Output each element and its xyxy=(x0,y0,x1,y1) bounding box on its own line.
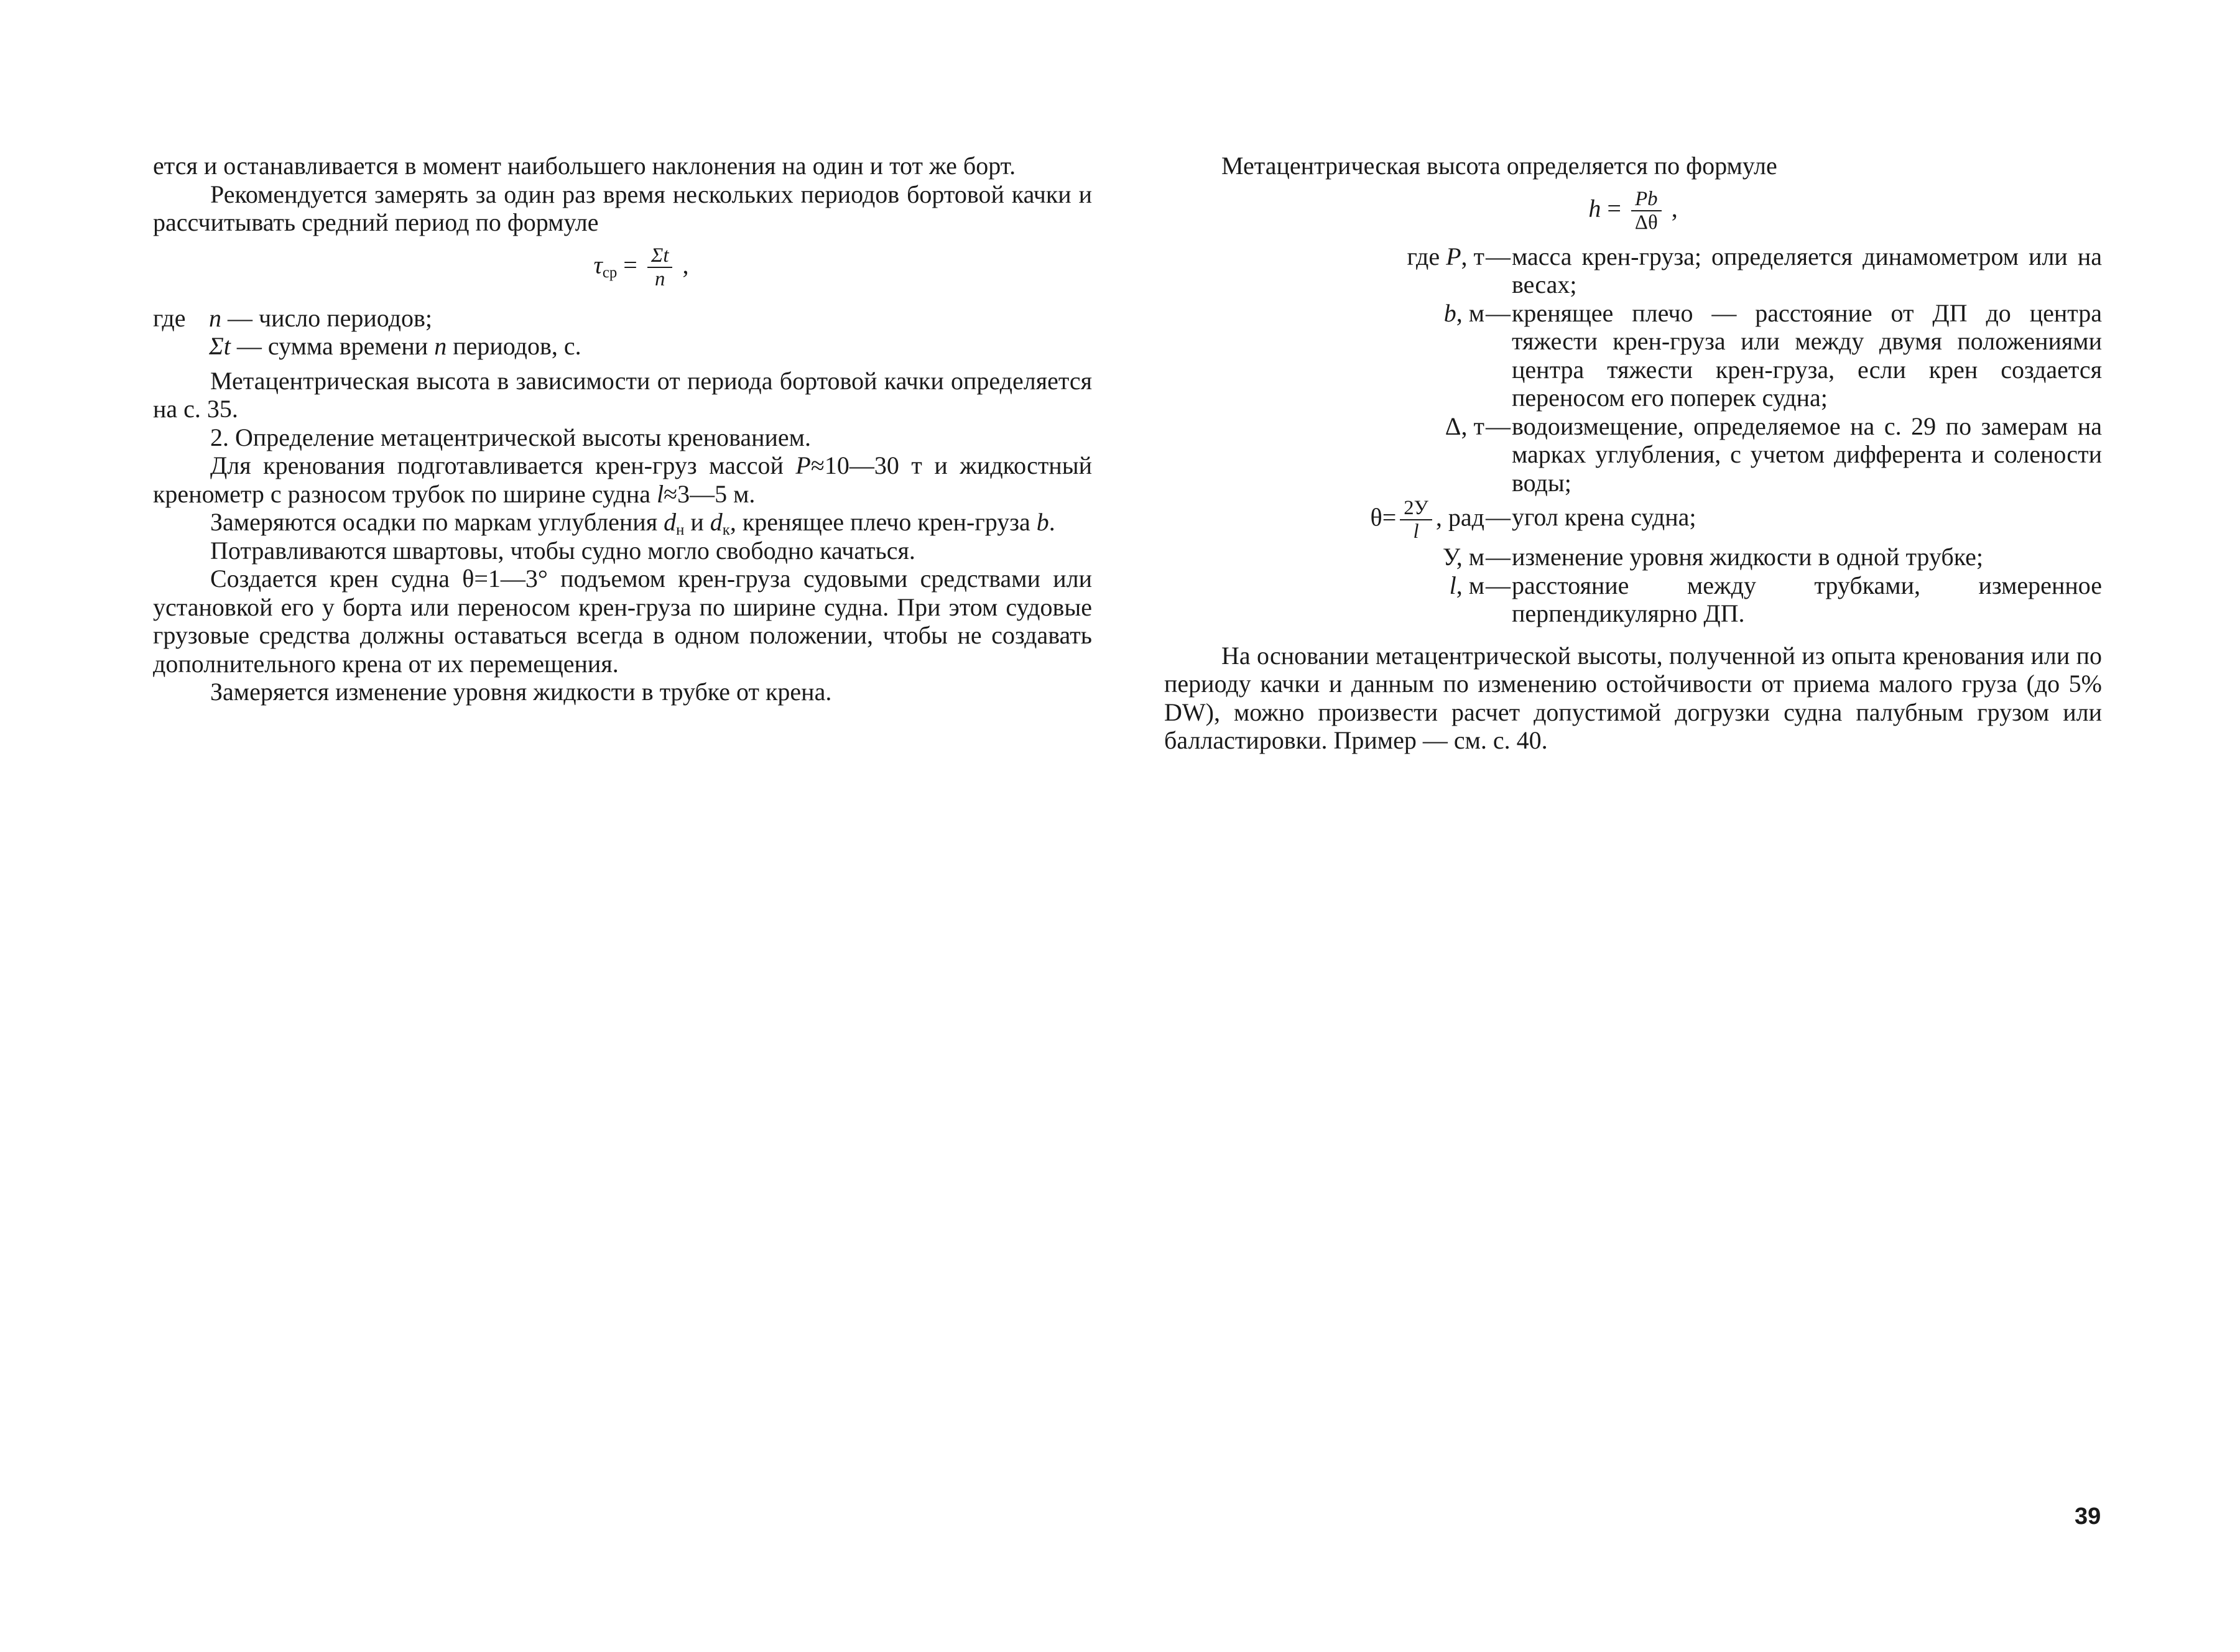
paragraph-recommendation: Рекомендуется замерять за один раз время нескольких периодов бортовой качки и рассчитывать средний период по формуле xyxy=(153,180,1092,236)
formula-h-symbol: h xyxy=(1588,193,1601,222)
definition-var: P xyxy=(1446,242,1461,270)
measure-text-a: Замеряются осадки по маркам углубления xyxy=(210,508,664,537)
prep-text-c: ≈3—5 м. xyxy=(664,479,756,508)
definition-symbol xyxy=(1164,497,1484,543)
definition-dash: — xyxy=(1486,242,1511,270)
paragraph-measure xyxy=(153,508,1092,537)
definition-unit: , т xyxy=(1461,412,1484,440)
formula-h-denominator: Δθ xyxy=(1634,211,1658,234)
where-sum-text: — сумма времени xyxy=(230,332,435,361)
definition-theta-fraction xyxy=(1400,497,1432,543)
definition-prefix: где xyxy=(1407,242,1446,270)
left-column xyxy=(153,152,1092,706)
formula-tau-numerator: Σt xyxy=(647,244,673,268)
definition-dash: — xyxy=(1486,412,1511,440)
formula-h-fraction xyxy=(1631,188,1662,234)
formula-tau-fraction xyxy=(647,244,673,290)
measure-text-b: , кренящее плечо крен-груза xyxy=(729,508,1037,537)
paragraph-level: Замеряется изменение уровня жидкости в трубке от крена. xyxy=(210,678,832,706)
definition-text: изменение уровня жидкости в одной трубке; xyxy=(1512,543,1984,571)
definition-theta-equals: = xyxy=(1382,503,1397,532)
definition-unit: , т xyxy=(1461,242,1484,270)
where-sum-end: периодов, с. xyxy=(447,332,581,361)
paragraph-heel: Создается крен судна θ=1—3° подъемом крен-груза судовыми средствами или установкой его у борта или переносом крен-груза по ширине судна. При этом судовые грузовые средства должны оставаться всегда в одном положении, чтобы не создавать дополнительного крена от их перемещения. xyxy=(153,565,1092,678)
definition-row xyxy=(1164,571,2102,628)
definition-var: θ xyxy=(1370,503,1382,532)
definition-symbol xyxy=(1164,412,1484,441)
where-label: где xyxy=(153,303,186,332)
formula-h-tail: , xyxy=(1665,193,1678,222)
definition-theta-numerator: 2У xyxy=(1400,497,1432,520)
definition-unit: , м xyxy=(1456,298,1484,327)
paragraph-preparation xyxy=(153,451,1092,508)
prep-symbol-P: P xyxy=(795,451,811,480)
measure-symbol-d2: d xyxy=(710,508,723,537)
definition-unit: , рад xyxy=(1435,503,1484,532)
definition-unit: , м xyxy=(1456,571,1484,599)
where-row-sum xyxy=(153,332,1092,361)
definition-row xyxy=(1164,412,2102,497)
formula-tau-symbol: τ xyxy=(593,250,603,279)
definition-text: расстояние между трубками, измеренное перпендикулярно ДП. xyxy=(1512,571,2102,628)
formula-h-equals: = xyxy=(1601,193,1627,222)
formula-tau-equals: = xyxy=(617,250,644,279)
measure-sub-n: н xyxy=(676,522,685,539)
definition-symbol xyxy=(1164,571,1484,600)
where-block xyxy=(153,304,1092,361)
where-n-symbol: n xyxy=(209,303,221,332)
measure-symbol-b: b xyxy=(1036,508,1049,537)
definition-unit: , м xyxy=(1456,543,1484,571)
definition-text: угол крена судна; xyxy=(1512,503,1696,532)
formula-average-period xyxy=(153,244,1092,290)
paragraph-mooring: Потравливаются швартовы, чтобы судно могло свободно качаться. xyxy=(210,536,915,565)
measure-end: . xyxy=(1048,508,1055,537)
paragraph-section-2: 2. Определение метацентрической высоты кренованием. xyxy=(210,423,811,451)
paragraph-continuation: ется и останавливается в момент наибольшего наклонения на один и тот же борт. xyxy=(153,152,1016,180)
prep-text-a: Для кренования подготавливается крен-груз массой xyxy=(210,451,796,480)
formula-h-numerator: Pb xyxy=(1631,188,1662,211)
formula-tau-subscript: ср xyxy=(602,264,618,281)
where-n-desc xyxy=(209,304,1092,333)
formula-metacentric-height xyxy=(1164,188,2102,234)
measure-sub-k: к xyxy=(722,522,730,539)
prep-symbol-l: l xyxy=(656,479,664,508)
definition-text: кренящее плечо — расстояние от ДП до центра тяжести крен-груза или между двумя положениями центра тяжести крен-груза, если крен создается переносом его поперек судна; xyxy=(1512,298,2102,412)
measure-symbol-d1: d xyxy=(664,508,677,537)
measure-and: и xyxy=(684,508,710,537)
page-number: 39 xyxy=(2075,1503,2101,1530)
definition-row xyxy=(1164,299,2102,412)
definition-symbol xyxy=(1164,242,1484,271)
paragraph-conclusion: На основании метацентрической высоты, полученной из опыта кренования или по периоду качки и данным по изменению остойчивости от приема малого груза (до 5% DW), можно произвести расчет допустимой догрузки судна палубным грузом или балластировки. Пример — см. с. 40. xyxy=(1164,641,2102,755)
definition-text: водоизмещение, определяемое на с. 29 по замерам на марках углубления, с учетом дифферента и солености воды; xyxy=(1512,412,2102,497)
definition-dash: — xyxy=(1486,298,1511,327)
definition-row xyxy=(1164,242,2102,299)
definition-text: масса крен-груза; определяется динамометром или на весах; xyxy=(1512,242,2102,299)
definition-row xyxy=(1164,497,2102,543)
definition-list xyxy=(1164,242,2102,628)
definition-var: Δ xyxy=(1445,412,1461,440)
formula-tau-denominator: n xyxy=(654,267,665,290)
paragraph-formula-intro: Метацентрическая высота определяется по формуле xyxy=(1221,152,1777,180)
definition-dash: — xyxy=(1486,503,1511,532)
definition-symbol xyxy=(1164,543,1484,571)
where-row-n xyxy=(153,304,1092,333)
definition-var: У xyxy=(1442,543,1456,571)
definition-symbol xyxy=(1164,299,1484,328)
formula-tau-tail: , xyxy=(676,250,689,279)
where-sum-desc xyxy=(209,332,1092,361)
definition-dash: — xyxy=(1486,543,1511,571)
definition-var: b xyxy=(1443,298,1456,327)
where-n-text: — число периодов; xyxy=(221,303,433,332)
definition-theta-denominator: l xyxy=(1413,520,1419,543)
prep-text-b: ≈10—30 т и жидкостный кренометр с разносом трубок по ширине судна xyxy=(153,451,1092,508)
definition-var: l xyxy=(1449,571,1456,599)
definition-row xyxy=(1164,543,2102,571)
definition-dash: — xyxy=(1486,571,1511,599)
right-column xyxy=(1164,152,2102,755)
where-sum-n: n xyxy=(434,332,447,361)
where-sum-symbol: Σt xyxy=(209,332,231,361)
paragraph-metacentric: Метацентрическая высота в зависимости от периода бортовой качки определяется на с. 35. xyxy=(153,366,1092,423)
